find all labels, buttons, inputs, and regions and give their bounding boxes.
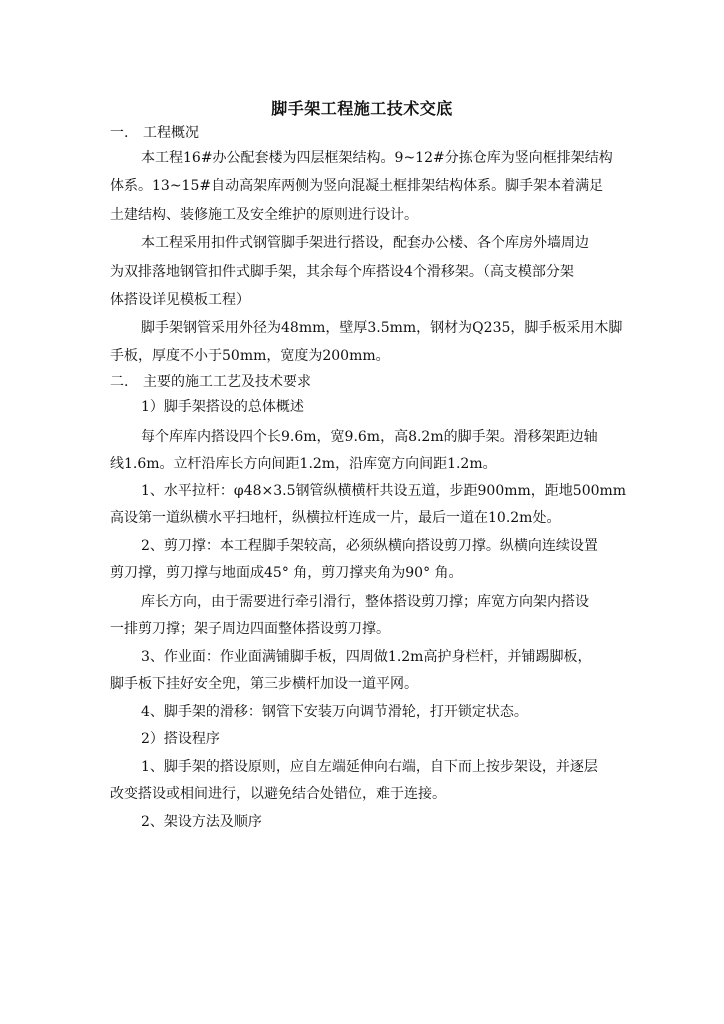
paragraph-line: 本工程采用扣件式钢管脚手架进行搭设，配套办公楼、各个库房外墙周边 — [141, 235, 589, 251]
paragraph-line: 脚手架钢管采用外径为48mm，壁厚3.5mm，钢材为Q235，脚手板采用木脚 — [141, 320, 623, 336]
paragraph-line: 3、作业面：作业面满铺脚手板，四周做1.2m高护身栏杆，并铺踢脚板， — [141, 649, 592, 665]
paragraph-line: 一排剪刀撑；架子周边四面整体搭设剪刀撑。 — [110, 621, 390, 637]
section-2-title: 主要的施工工艺及技术要求 — [143, 374, 311, 390]
paragraph-line: 2、架设方法及顺序 — [141, 814, 262, 830]
section-2-number: 二. — [110, 374, 129, 390]
paragraph-line: 2、剪刀撑：本工程脚手架较高，必须纵横向搭设剪刀撑。纵横向连续设置 — [141, 538, 598, 554]
paragraph-line: 为双排落地钢管扣件式脚手架，其余每个库搭设4个滑移架。（高支模部分架 — [110, 264, 574, 280]
paragraph-line: 1、脚手架的搭设原则，应自左端延伸向右端，自下而上按步架设，并逐层 — [141, 759, 598, 775]
paragraph-line: 手板，厚度不小于50mm，宽度为200mm。 — [110, 348, 390, 364]
document-title: 脚手架工程施工技术交底 — [271, 99, 453, 118]
section-2-heading — [110, 372, 311, 392]
paragraph-line: 高设第一道纵横水平扫地杆，纵横拉杆连成一片，最后一道在10.2m处。 — [110, 510, 561, 526]
paragraph-line: 体搭设详见模板工程） — [110, 292, 250, 308]
paragraph-line: 土建结构、装修施工及安全维护的原则进行设计。 — [110, 207, 418, 223]
section-1-heading — [110, 123, 199, 143]
paragraph-line: 4、脚手架的滑移：钢管下安装万向调节滑轮，打开锁定状态。 — [141, 704, 528, 720]
paragraph-line: 体系。13~15#自动高架库两侧为竖向混凝土框排架结构体系。脚手架本着满足 — [110, 178, 604, 194]
paragraph-line: 脚手板下挂好安全兜，第三步横杆加设一道平网。 — [110, 676, 418, 692]
paragraph-line: 1、水平拉杆：φ48×3.5钢管纵横横杆共设五道，步距900mm，距地500mm — [141, 483, 627, 499]
subheading: 2）搭设程序 — [141, 731, 220, 747]
section-1-title: 工程概况 — [143, 125, 199, 141]
paragraph-line: 改变搭设或相间进行，以避免结合处错位，难于连接。 — [110, 786, 446, 802]
paragraph-line: 线1.6m。立杆沿库长方向间距1.2m，沿库宽方向间距1.2m。 — [110, 456, 497, 472]
paragraph-line: 库长方向，由于需要进行牵引滑行，整体搭设剪刀撑；库宽方向架内搭设 — [141, 594, 589, 610]
paragraph-line: 剪刀撑，剪刀撑与地面成45° 角，剪刀撑夹角为90° 角。 — [110, 565, 463, 581]
section-1-number: 一. — [110, 125, 129, 141]
paragraph-line: 本工程16#办公配套楼为四层框架结构。9~12#分拣仓库为竖向框排架结构 — [141, 150, 613, 166]
subheading: 1）脚手架搭设的总体概述 — [141, 399, 304, 415]
paragraph-line: 每个库库内搭设四个长9.6m，宽9.6m，高8.2m的脚手架。滑移架距边轴 — [141, 429, 598, 445]
